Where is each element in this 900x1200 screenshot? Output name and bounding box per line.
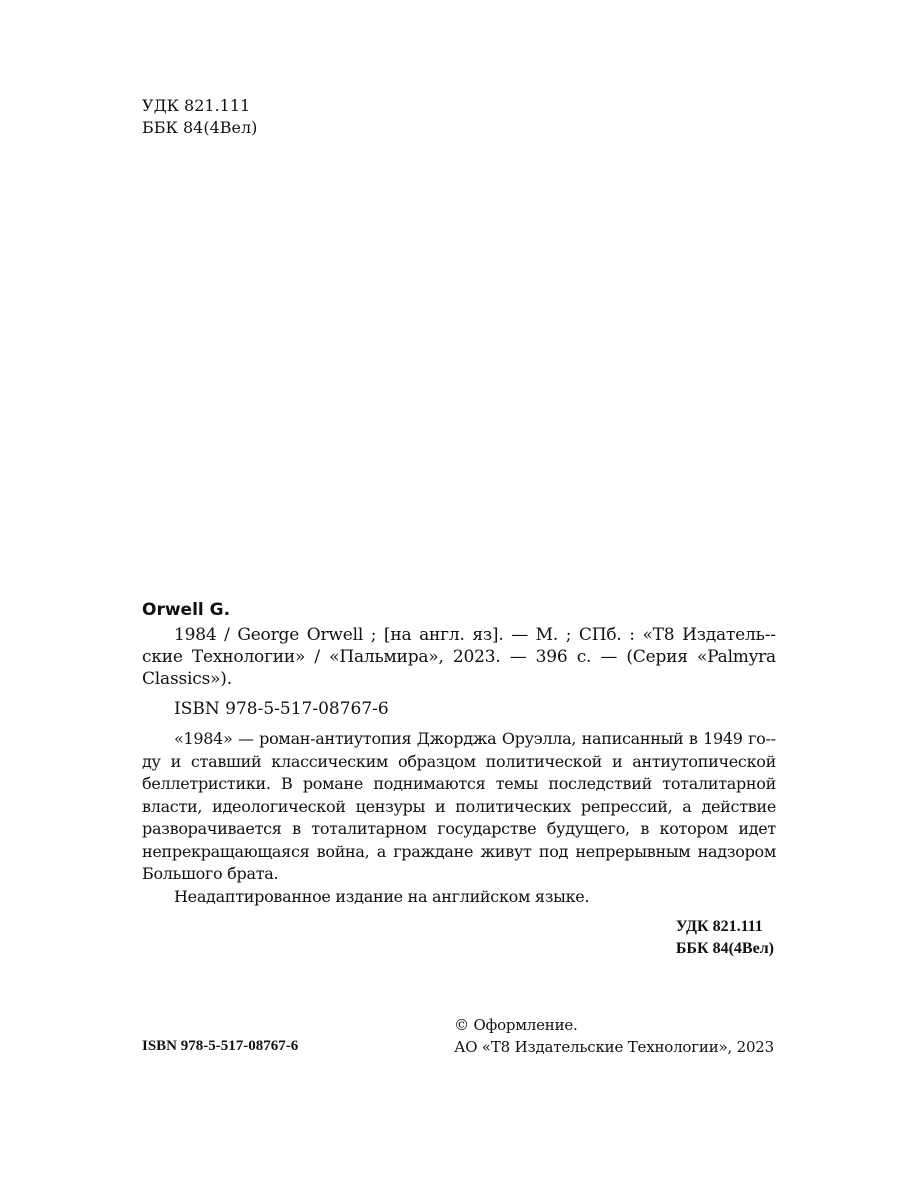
author-heading: Orwell G. (142, 600, 231, 620)
copyright-design: © Оформление. (454, 1016, 578, 1034)
bibliographic-description: 1984 / George Orwell ; [на англ. яз]. — М. ; СПб. : «Т8 Издатель-ские Технологии» / «Пальмира», 2023. — 396 с. — (Серия «Palmyra Classics»). (142, 625, 776, 689)
annotation: «1984» — роман-антиутопия Джорджа Оруэлла, написанный в 1949 го-ду и ставший классическим образцом политической и антиутопической беллетристики. В романе поднимаются темы последствий тоталитарной власти, идеологической цензуры и политических репрессий, а действие разворачивается в тоталитарном государстве будущего, в котором идет непрекращающаяся война, а граждане живут под непрерывным надзором Большого брата. (142, 729, 776, 883)
classification-codes-top (142, 95, 257, 139)
udk-code-bottom: УДК 821.111 (675, 918, 763, 935)
copyright-publisher: АО «Т8 Издательские Технологии», 2023 (454, 1038, 774, 1056)
bbk-code-bottom: ББК 84(4Вел) (675, 940, 774, 957)
isbn-footer: ISBN 978-5-517-08767-6 (142, 1038, 299, 1054)
isbn-line: ISBN 978-5-517-08767-6 (174, 699, 389, 719)
bbk-code: ББК 84(4Вел) (142, 118, 258, 137)
udk-code: УДК 821.111 (142, 96, 251, 115)
copyright-block (454, 1014, 774, 1058)
edition-note: Неадаптированное издание на английском языке. (174, 886, 590, 906)
classification-codes-bottom (676, 916, 774, 960)
bibliographic-record (142, 598, 776, 908)
